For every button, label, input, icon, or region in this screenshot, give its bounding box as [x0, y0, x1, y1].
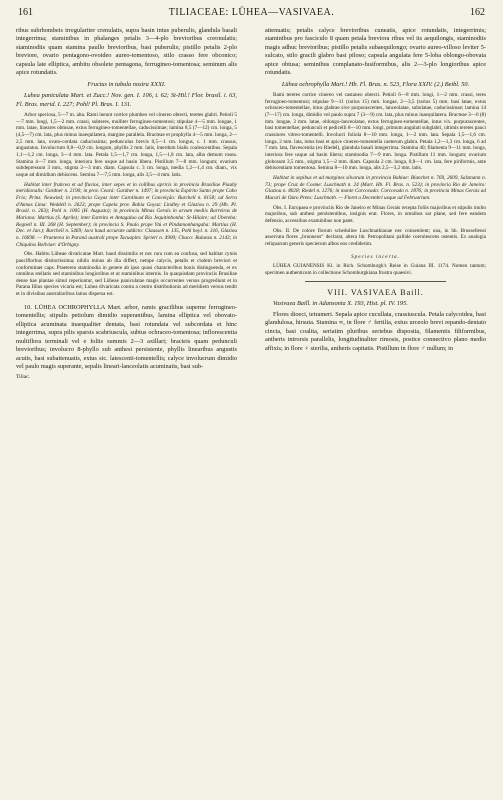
signature-footer: Tiliac. [16, 374, 31, 381]
page-number-right: 162 [470, 7, 485, 18]
genus-reference: Vasivaea Baill. in Adansonia X. 193, Hist. pl. IV. 195. [273, 299, 408, 307]
genus-heading: VIII. VASIVAEA Baill. [327, 287, 424, 297]
section-divider [305, 281, 446, 282]
doubtful-species-text: LÜHEA GUIANENSIS Kl. in Rich. Schomburgk's Reise in Guiana III. 1174. Nomen tantum; specimen authenticum in collectione Schomburgkiana frustra quaesivi. [265, 263, 486, 276]
synonymy-right: Lühea ochrophylla Mart.! Hb. Fl. Bras. n. 523, Flora XXIV. (2.) Beibl. 50. [281, 80, 470, 88]
habitat-paragraph: Habitat inter fruticea et ad fluvios, inter sepes et in collibus apricis in provincia Brasiliae Piauhy meridionalis: Gardner n. 2190; in prov. Ceará: Gardner n. 1497; in provincia Espírito Santo prope Cabo Frio; Prinz. Neuwied; in provincia Goyaz inter Carolinam et Conceição: Burchell n. 8158; ad Serra d'Annas Lima: Weddell n. 2623; prope Capela prov. Bahia Goyaz: Lindley et Glaziou n. 29 (Hb. Pl. Brasil. n. 263); Pohl n. 1005 (H. Augusto); in provincia Minas Gerais in arvum mediis Barreiras de Mariana: Martius (S. Aprile); inter Estreito et Antagaluo ad Rio Jequitinhonha: St-Hilaire; ad Ubereba: Regnell n. III. 268 (H. September); in provincia S. Paulo prope Ytú et Pindamonhangaba: Martius (H. Dec. et Jan.); Burchell n. 5469; loco haud accurate addicto: Claussen n. 135, Pohl hoyl. n. 316, Glaziou n. 16698. — Praeterea in Paraná australi prope Tacuapim: Sprieri n. 4900; Chaco: Balanza n. 2143; in Chiquitos Boliviae: d'Orbigny. [16, 181, 237, 248]
doubtful-species-heading: Species incerta. [351, 253, 400, 260]
observation-1: Obs. I. Europaea e provinciis Rio de Janeiro et Minas Gerais recepta foliis majoribus et stipulis multo majoribus, sub anthesi persistentibus, insignis erat. Flores, in omnibus sat plane, sed fere eandem defensio, accessibus examinibus non patet. [265, 204, 486, 224]
species-heading: 10. LÜHEA OCHROPHYLLA Mart. arbor, ramis gracilibus superne ferrugineo-tomentellis; stipulis petiolum dimidio superantibus, lamina elliptica vel obovato-elliptica acuminata inaequaliter dentata, basi rotundata vel subcordata et hinc integerrima, supra pilis sparsis scabriuscula, subtus ochraceo-tomentosa; inflorescentia multiflora terminali vel e foliis summis 2—3 axillari; bracteis quam pedunculi brevioribus; involucro 8-phyllo sub anthesi persistente, phyllis linearibus angustis acutis, basi subattenuatis, extus sic. latescenti-tomentellis; calyce involucrum dimidio vel paulo magis superante, sepalis lineari-lanceolatis acuminatis, basi sub- [16, 303, 237, 370]
running-title: TILIACEAE: LÜHEA—VASIVAEA. [168, 7, 335, 18]
fruit-note: Fructus in tabula nostra XXXI. [87, 80, 166, 88]
description-continued-right: attenuatis; petalis calyce brevioribus cuneatis, apice rotundatis, integerrimis; staminibus pro fasciculo 8 quam petala breviora ribus vel iis aequilongis, staminodiis magis adhuc brevioribus; pistillo petalis subaequilongo; ovario aureo-villoso leviter 5-sulcato, stilo gracili glabro basi piloso; capsula angulata fere 5-loba oblongo-obovata apice obtusa; seminibus complanato-fusiformibus, alis 2—3-plo longioribus apice rotundatis. [265, 27, 486, 77]
genus-description: Flores dioeci, tetrameri. Sepala apice cucullata, crassiuscula. Petala calycoidea, basi glandulosa, hirsuta. Stamina ∞, in flore ♂ fertilia, extus urceolo brevi repando-dentato cincta, basi coalita, seriatim pluribus seriebus disposita, filamentis filiformibus, antheris introrsis parallelis, longitudinaliter rimosis, postice connectivo plano medio affixis; in flore ♀ sterilia, antheris capitatis. Pistillum in flore ♂ nullum; in [265, 311, 486, 352]
observation-2: Obs. II. De colore florum scheduline Luschnathianae nec consentient; una, in hb. Brussellensi asservata flores „brunneos“ declarat, altera hb. Petropolitani pallide coerulescens ostentis. Ex analogia reliquarum generis specierum albos eos crediderim. [265, 227, 486, 247]
right-column [265, 27, 486, 779]
detailed-description-right: Rami teretes cortice cinereo vel castaneo obtecti. Petioli 6—8 mm. longi, 1—2 mm. crassi, teres ferrugineo-tomentosi; stipulae 9—11 (rarius 15) mm. longae, 2—3,5 (rarius 5) mm. basi latae, extus ochraceo-tomentellae, intus glabrae sive purpurascentes, lanceolatae, subulatae, caducissimae; lamina 14 (7—17) cm. longa, dimidio vel paulo supra 7 (3—9) cm. lata, plus minus inaequilatera. Bracteae 3—6 (8) mm. longae, 2 mm. latae, oblongo-lanceolatae, extus ferrugineo-tomentellae, intus vix. purpurascentes, basi tomentellae; pedunculi et pedicelli 8—10 mm. longi, primum angulati subglabri, ultimis teretes pauci crassiores vitreo-tomentelli. Involucri foliola 8—10 mm. longa, 1—2 mm. lata. Sepala 1,5—1,6 cm. longa, 2 mm. lata, intus basi et apice cinereo-tomentella caeterum glabra. Petala 1,2—1,3 cm. longa, 6 ad 7 mm. lata, flavescentia (ex Riedel), glandula basali integerrima. Stamina 40; filamenta 9—11 mm. longa, interiora fere usque ad basin libera; staminodia 7—9 mm. longa. Pistillum 11 mm. longum; ovarium globosum 3,5 mm., stigma 1,5—2 mm. diam. Capsula 2 cm. longa, 0,8—1 cm. lata, fere piriformis, ante dehiscentiam tomentosa. Semina 8—10 mm. longa, alis 2,5—3,2 mm. latis. [265, 92, 486, 172]
running-header [18, 7, 485, 21]
left-column [16, 27, 237, 779]
page-number-left: 161 [18, 7, 33, 18]
description-continued: ribus subrhombeis irregulariter crenulatis, supra basin intus puberulis, glandula basali integerrima; staminibus in phalanges petalis 3—4-plo brevioribus coronulatis; staminodiis quam stamina paullo brevioribus, basi puberulis; pistillo petalis 2-plo breviore, ovario pentagono-ovoideo aureo-tomentoso, stilo crasso fere obconico; capsula late elliptica, ambitu obsolete pentagona, ferrugineo-tomentosa; seminum alis apice rotundatis. [16, 27, 237, 77]
observation-paragraph: Obs. Habitu Lüheae divaricatae Mart. haud dissimilis et nec rara cum ea confusa, sed habitat cymis pauciflorbus distinctissima; nihilo minus ab illa differt, nempe calycis, petalis et cisdem breviori et conformitaet caps. Praeterea staminodia in genere ab ipso quasi characteribus bonis distinguenda, et ex omnibus stellatis sed staminibus longioribus et ut staminibus internis. In quaquisdam provinciis Brasiliae dense hae plantae simul reperiuntur, sed Lüheae paniculatae magis occurrentes versus progrediunt et in Parana Illius species vicaria est; Luhea divaricata contra a centro distributionis ad meridiem versus tendit et in divisibus australioribus latius dispersa est. [16, 251, 237, 298]
habitat-paragraph-right: Habitat in sepibus et ad margines silvarum in provincia Bahiae: Blanchet n. 769, 2609, Salzmann n. 73; prope Cruz de Cosme: Luschnath n. 24 (Mart. Hb. Fl. Bras. n. 523); in provincia Rio de Janeiro: Glaziou n. 8028; Riedel n. 1276; in monte Corcovado: Corcovado n. 1876; in provincia Minas Gerais ad Mucuri de Ouro Preto: Luschnath. — Floret a Decembri usque ad Februarium. [265, 175, 486, 202]
detailed-description: Arbor speciosa, 5—7 m. alta. Rami ineunt cortice plumbeo vel cinereo obtecti, teretes glabri. Petioli 5—7 mm. longi, 1,5—2 mm. crassi, subteres, molliter ferrugineo-tomentosi; stipulae 4—5 mm. longae, 1 mm. latae, lineares obtusae, extus ferrugineo-tomentellae, caducissimae; lamina 8,5 (7—12) cm. longa, 5 (4,5—7) cm. lata, plus minus inaequilatera, margine parallela. Bracteae et prophylla 4—5 mm. longa, 2—2,5 mm. lata, ovato-cordata caducissima; pedunculus brevis 0,5—1 cm. longus, c. 1 mm. crassus, angustatus. Involucrum 0,8—0,9 cm. longum, phyllis 2 mm. latis, interdum bialis coalescentibus. Sepala 1,1—1,2 cm. longa, 3—4 mm. lata. Petala 1,5—1,7 cm. longa, 1,5—1,8 cm. lata, alba demum rosea. Stamina 4—7 mm. longa, interiora fere usque ad basin libera. Pistillum 7—8 mm. longum; ovarium subdepressum 3 mm., stigma 2—3 mm. diam. Capsula c. 3 cm. longa, media 1,2—1,4 cm. diam., vix usque ad dimidium dehiscens. Semina 7—7,5 mm. longa, alis 3,5—4 mm. latis. [16, 112, 237, 178]
synonymy: Luhea paniculata Mart. et Zucc.! Nov. gen. I. 106, t. 62; St-Hil.! Flor. brasil. i. 63, Fl. Bras. merid. I. 227; Pohl! Pl. Bras. I. 131. [16, 92, 237, 108]
